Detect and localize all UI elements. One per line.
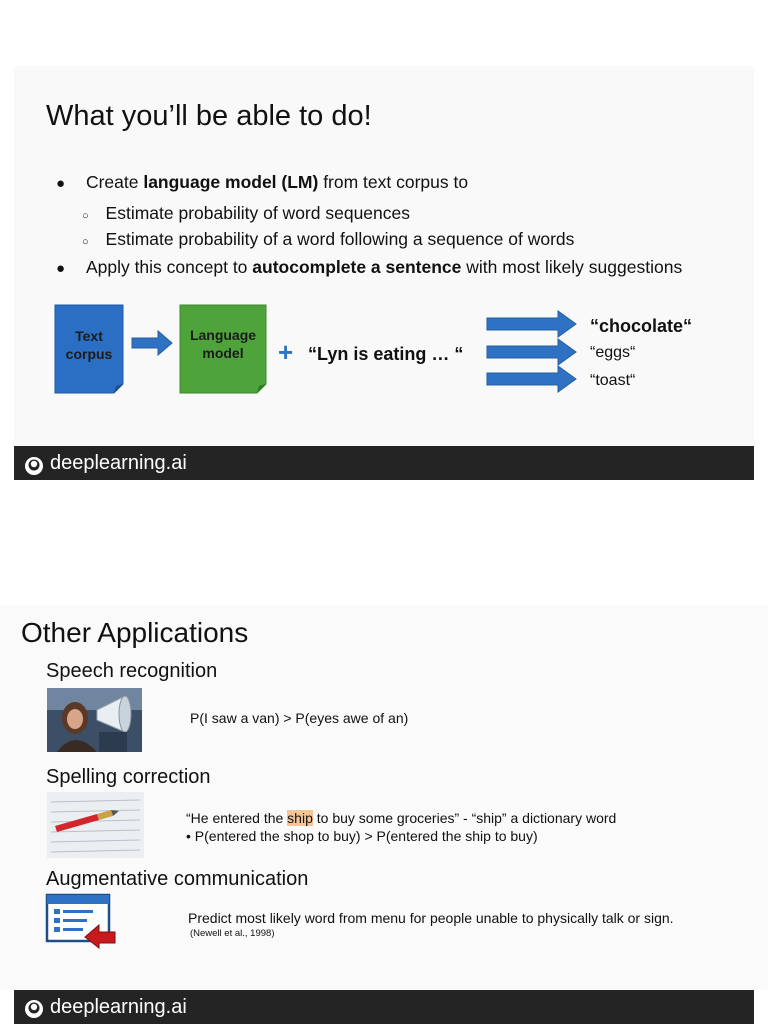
spelling-example-text: “He entered the bbox=[186, 810, 288, 826]
footer-brand-text: deeplearning.ai bbox=[50, 996, 187, 1018]
bullet-bold-text: language model (LM) bbox=[143, 172, 319, 192]
bullet-text: Create bbox=[85, 172, 144, 192]
plus-icon: + bbox=[278, 337, 294, 367]
person-megaphone-photo-icon bbox=[47, 688, 142, 752]
spelling-probability-text: • P(entered the shop to buy) > P(entered the ship to buy) bbox=[186, 828, 538, 844]
citation-text: (Newell et al., 1998) bbox=[190, 928, 275, 939]
slide-1-title: What you’ll be able to do! bbox=[46, 100, 372, 132]
bullet-text: Apply this concept to bbox=[85, 257, 253, 277]
output-chocolate: “chocolate“ bbox=[590, 316, 693, 336]
slide-2-title: Other Applications bbox=[21, 617, 249, 648]
output-arrows bbox=[484, 310, 580, 394]
sub-bullet-text: Estimate probability of word sequences bbox=[105, 203, 410, 223]
heading-augmentative-communication: Augmentative communication bbox=[46, 868, 309, 890]
footer-brand-text: deeplearning.ai bbox=[50, 452, 187, 474]
arrow-right-icon bbox=[487, 339, 576, 365]
heading-spelling-correction: Spelling correction bbox=[46, 766, 211, 788]
deeplearning-logo-icon bbox=[24, 999, 44, 1019]
arrow-right-icon bbox=[132, 331, 172, 355]
bullet-dot: ● bbox=[56, 175, 66, 192]
speech-probability-text: P(I saw a van) > P(eyes awe of an) bbox=[190, 710, 409, 726]
arrow-right-icon bbox=[487, 366, 576, 392]
bullet-bold-text: autocomplete a sentence bbox=[252, 257, 462, 277]
augmentative-description-text: Predict most likely word from menu for people unable to physically talk or sign. bbox=[188, 910, 674, 926]
spelling-example-line bbox=[186, 810, 616, 826]
bullet-dot: ● bbox=[56, 260, 66, 277]
pen-on-paper-photo-icon bbox=[47, 792, 144, 858]
sub-bullet-circle: ○ bbox=[82, 236, 89, 248]
bullet-create-lm bbox=[56, 172, 468, 193]
bullet-text: from text corpus to bbox=[318, 172, 469, 192]
spelling-example-text: to buy some groceries” - “ship” a dictionary word bbox=[312, 810, 617, 826]
text-corpus-label-line: Text bbox=[75, 328, 103, 344]
sub-bullet-word-sequences bbox=[82, 203, 410, 224]
highlighted-word: ship bbox=[287, 810, 313, 826]
language-model-label-line: model bbox=[202, 345, 244, 361]
output-toast: “toast“ bbox=[590, 372, 636, 389]
bullet-text: with most likely suggestions bbox=[461, 257, 683, 277]
bullet-autocomplete bbox=[56, 257, 682, 278]
sub-bullet-circle: ○ bbox=[82, 210, 89, 222]
language-model-label-line: Language bbox=[189, 327, 257, 343]
sub-bullet-text: Estimate probability of a word following a sequence of words bbox=[105, 229, 575, 249]
output-eggs: “eggs“ bbox=[590, 344, 636, 361]
deeplearning-logo-icon bbox=[24, 456, 44, 476]
sub-bullet-word-following bbox=[82, 229, 574, 250]
prompt-text: “Lyn is eating … “ bbox=[308, 344, 464, 364]
text-corpus-label-line: corpus bbox=[65, 346, 113, 362]
text-corpus-label bbox=[55, 327, 123, 363]
heading-speech-recognition: Speech recognition bbox=[46, 660, 218, 682]
menu-window-arrow-icon bbox=[45, 893, 117, 949]
language-model-label bbox=[180, 326, 266, 362]
arrow-right-icon bbox=[487, 311, 576, 337]
